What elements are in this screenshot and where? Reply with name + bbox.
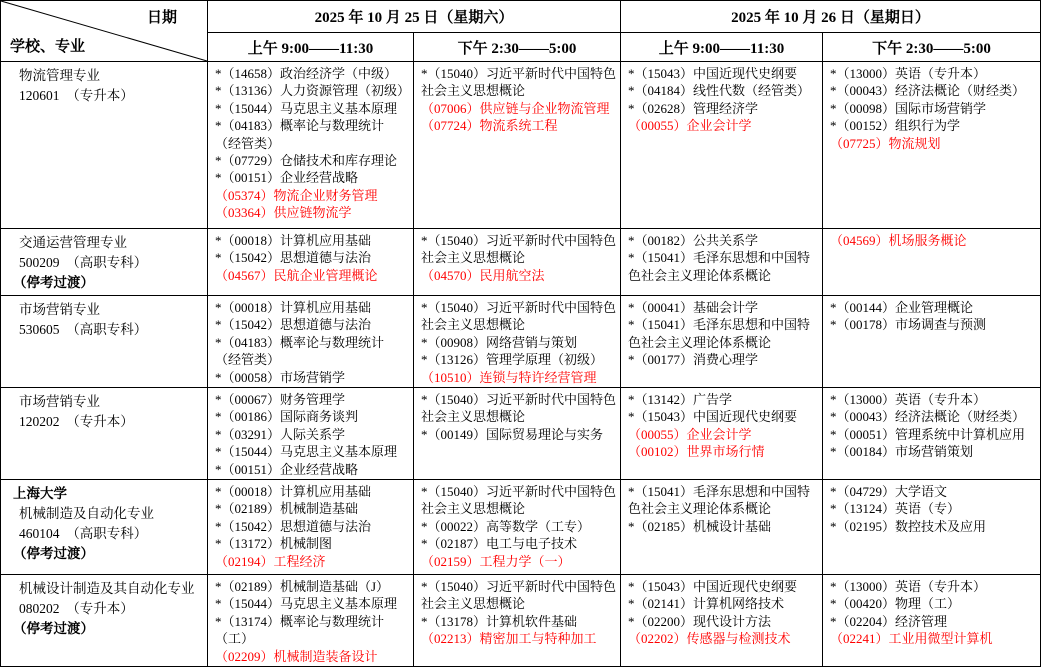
course-item: *（03291）人际关系学 — [215, 426, 346, 442]
session-cell — [621, 388, 823, 480]
course-item: *（00144）企业管理概论 — [830, 300, 974, 315]
session-cell — [414, 229, 621, 296]
major-cell — [1, 229, 208, 296]
course-item-red: （02213）精密加工与特种加工 — [421, 631, 597, 647]
table-row — [1, 575, 1041, 667]
course-item: *（00186）国际商务谈判 — [215, 409, 359, 425]
course-item: *（02204）经济管理 — [830, 613, 948, 629]
course-item: *（00152）组织行为学 — [830, 118, 961, 134]
course-item-red: （04570）民用航空法 — [421, 267, 545, 283]
corner-date-label: 日期 — [146, 10, 177, 26]
course-item: *（00177）消费心理学 — [628, 352, 759, 368]
course-item: *（15044）马克思主义基本原理 — [215, 444, 398, 460]
date-header-day2: 2025 年 10 月 26 日（星期日） — [621, 1, 1041, 33]
course-item-red: （00055）企业会计学 — [628, 118, 752, 134]
table-row — [1, 62, 1041, 229]
major-line: 120202 （专升本） — [19, 414, 134, 430]
major-cell — [1, 575, 208, 667]
course-item: *（13172）机械制图 — [215, 536, 333, 552]
corner-school-label: 学校、专业 — [10, 39, 86, 55]
course-item: *（00151）企业经营战略 — [215, 170, 359, 186]
course-item: *（00908）网络营销与策划 — [421, 334, 578, 350]
course-item: *（02628）管理经济学 — [628, 100, 759, 116]
major-line-bold: （停考过渡） — [13, 275, 94, 290]
table-row — [1, 229, 1041, 296]
session-cell — [621, 296, 823, 388]
course-item: *（00018）计算机应用基础 — [215, 300, 372, 315]
session-cell — [823, 229, 1041, 296]
course-item: *（00051）管理系统中计算机应用 — [830, 426, 1026, 442]
course-item-red: （00102）世界市场行情 — [628, 444, 765, 460]
session-cell — [621, 229, 823, 296]
course-item: *（04183）概率论与数理统计（经管类） — [215, 334, 385, 368]
course-item: *（15040）习近平新时代中国特色社会主义思想概论 — [421, 484, 617, 517]
course-item: *（00184）市场营销策划 — [830, 444, 974, 460]
major-line-bold: 上海大学 — [13, 486, 67, 502]
session-cell — [823, 388, 1041, 480]
session-cell — [208, 229, 414, 296]
course-item: *（02189）机械制造基础 — [215, 501, 359, 517]
course-item-red: （05374）物流企业财务管理 — [215, 187, 378, 203]
course-item-red: （00055）企业会计学 — [628, 426, 752, 442]
course-item-red: （02194）工程经济 — [215, 553, 326, 569]
session-cell — [823, 62, 1041, 229]
course-item: *（00151）企业经营战略 — [215, 461, 359, 477]
course-item-red: （07006）供应链与企业物流管理 — [421, 100, 610, 116]
table-row — [1, 388, 1041, 480]
course-item-red: （02202）传感器与检测技术 — [628, 631, 791, 647]
course-item: *（04729）大学语文 — [830, 484, 948, 500]
course-item: *（14658）政治经济学（中级） — [215, 66, 398, 81]
course-item: *（00041）基础会计学 — [628, 300, 759, 315]
session-cell — [208, 62, 414, 229]
course-item: *（00043）经济法概论（财经类） — [830, 409, 1026, 425]
course-item-red: （07724）物流系统工程 — [421, 118, 558, 134]
session-cell — [208, 388, 414, 480]
table-row — [1, 296, 1041, 388]
session-cell — [414, 575, 621, 667]
course-item: *（00018）计算机应用基础 — [215, 484, 372, 500]
course-item: *（00182）公共关系学 — [628, 233, 759, 248]
major-line: 120601 （专升本） — [19, 88, 134, 103]
course-item: *（15040）习近平新时代中国特色社会主义思想概论 — [421, 579, 617, 612]
course-item: *（13174）概率论与数理统计（工） — [215, 613, 385, 647]
course-item: *（13126）管理学原理（初级） — [421, 352, 604, 368]
course-item-red: （10510）连锁与特许经营管理 — [421, 369, 597, 385]
session-cell — [208, 480, 414, 575]
course-item: *（13142）广告学 — [628, 392, 733, 408]
course-item: *（13178）计算机软件基础 — [421, 613, 578, 629]
session-cell — [621, 480, 823, 575]
course-item: *（02185）机械设计基础 — [628, 518, 772, 534]
session-cell — [414, 388, 621, 480]
course-item: *（13000）英语（专升本） — [830, 392, 987, 408]
major-line: 市场营销专业 — [19, 394, 100, 410]
course-item-red: （02241）工业用微型计算机 — [830, 631, 993, 647]
major-line: 机械制造及自动化专业 — [19, 506, 154, 522]
course-item: *（04183）概率论与数理统计（经管类） — [215, 118, 385, 151]
course-item: *（15040）习近平新时代中国特色社会主义思想概论 — [421, 233, 617, 266]
major-cell — [1, 388, 208, 480]
course-item: *（00098）国际市场营销学 — [830, 100, 987, 116]
course-item: *（13000）英语（专升本） — [830, 579, 987, 595]
course-item: *（13124）英语（专） — [830, 501, 961, 517]
course-item: *（15041）毛泽东思想和中国特色社会主义理论体系概论 — [628, 250, 811, 283]
major-line: 交通运营管理专业 — [19, 235, 127, 250]
course-item: *（13000）英语（专升本） — [830, 66, 987, 81]
session-cell — [414, 296, 621, 388]
session-cell — [208, 575, 414, 667]
major-cell — [1, 296, 208, 388]
session-cell — [823, 575, 1041, 667]
major-line: 机械设计制造及其自动化专业 — [19, 581, 195, 597]
course-item: *（15040）习近平新时代中国特色社会主义思想概论 — [421, 392, 617, 425]
major-line: 市场营销专业 — [19, 302, 100, 317]
course-item-red: （02209）机械制造装备设计 — [215, 648, 378, 664]
session-cell — [621, 62, 823, 229]
course-item-red: （04567）民航企业管理概论 — [215, 267, 378, 283]
course-item: *（02141）计算机网络技术 — [628, 596, 785, 612]
course-item: *（02187）电工与电子技术 — [421, 536, 578, 552]
course-item: *（02189）机械制造基础（J） — [215, 579, 390, 595]
table-row — [1, 480, 1041, 575]
course-item: *（15042）思想道德与法治 — [215, 518, 372, 534]
course-item-red: （04569）机场服务概论 — [830, 233, 967, 248]
session-header-day2-am: 上午 9:00——11:30 — [621, 33, 823, 62]
major-cell — [1, 480, 208, 575]
major-line-bold: （停考过渡） — [13, 546, 94, 562]
course-item: *（15043）中国近现代史纲要 — [628, 66, 798, 81]
course-item: *（04184）线性代数（经管类） — [628, 83, 811, 99]
course-item: *（15044）马克思主义基本原理 — [215, 596, 398, 612]
course-item-red: （03364）供应链物流学 — [215, 205, 352, 221]
schedule-body — [1, 62, 1041, 667]
date-header-day1: 2025 年 10 月 25 日（星期六） — [208, 1, 621, 33]
session-cell — [823, 480, 1041, 575]
course-item: *（15044）马克思主义基本原理 — [215, 100, 398, 116]
major-line: 物流管理专业 — [19, 68, 100, 83]
course-item-red: （02159）工程力学（一） — [421, 553, 571, 569]
course-item: *（00018）计算机应用基础 — [215, 233, 372, 248]
session-cell — [621, 575, 823, 667]
course-item: *（00178）市场调查与预测 — [830, 317, 987, 333]
session-cell — [823, 296, 1041, 388]
course-item: *（15043）中国近现代史纲要 — [628, 409, 798, 425]
course-item: *（02200）现代设计方法 — [628, 613, 772, 629]
course-item: *（15040）习近平新时代中国特色社会主义思想概论 — [421, 300, 617, 333]
major-line: 080202 （专升本） — [19, 601, 134, 617]
course-item: *（07729）仓储技术和库存理论 — [215, 153, 398, 169]
session-header-day1-pm: 下午 2:30——5:00 — [414, 33, 621, 62]
major-cell — [1, 62, 208, 229]
major-line: 460104 （高职专科） — [19, 526, 148, 542]
course-item: *（15041）毛泽东思想和中国特色社会主义理论体系概论 — [628, 317, 811, 350]
session-cell — [414, 62, 621, 229]
session-header-day1-am: 上午 9:00——11:30 — [208, 33, 414, 62]
course-item: *（02195）数控技术及应用 — [830, 518, 987, 534]
course-item: *（00067）财务管理学 — [215, 392, 346, 408]
course-item: *（15042）思想道德与法治 — [215, 250, 372, 266]
corner-header-cell — [1, 1, 208, 62]
course-item: *（15041）毛泽东思想和中国特色社会主义理论体系概论 — [628, 484, 811, 517]
session-header-day2-pm: 下午 2:30——5:00 — [823, 33, 1041, 62]
header-row-dates — [1, 1, 1041, 33]
course-item: *（00420）物理（工） — [830, 596, 961, 612]
major-line: 500209 （高职专科） — [19, 255, 148, 270]
course-item: *（15040）习近平新时代中国特色社会主义思想概论 — [421, 66, 617, 99]
course-item: *（00058）市场营销学 — [215, 369, 346, 385]
session-cell — [414, 480, 621, 575]
course-item: *（00022）高等数学（工专） — [421, 518, 591, 534]
course-item: *（13136）人力资源管理（初级） — [215, 83, 411, 99]
course-item: *（00149）国际贸易理论与实务 — [421, 426, 604, 442]
course-item: *（00043）经济法概论（财经类） — [830, 83, 1026, 99]
major-line-bold: （停考过渡） — [13, 621, 94, 637]
course-item-red: （07725）物流规划 — [830, 135, 941, 151]
course-item: *（15043）中国近现代史纲要 — [628, 579, 798, 595]
course-item: *（15042）思想道德与法治 — [215, 317, 372, 333]
major-line: 530605 （高职专科） — [19, 322, 148, 337]
session-cell — [208, 296, 414, 388]
